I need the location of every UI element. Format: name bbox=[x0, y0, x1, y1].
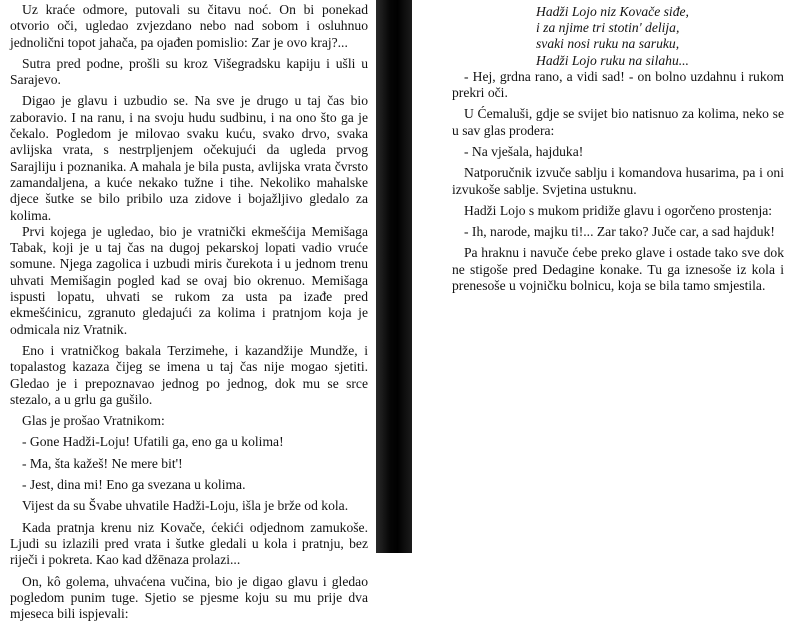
paragraph: Pa hraknu i navuče ćebe preko glave i ostade tako sve dok ne stigoše pred Dedagine konake. Tu ga iznesoše iz kola i prenesoše u vojničku bolnicu, koja se bila tamo smjestila. bbox=[452, 245, 784, 294]
dialogue-line: - Jest, dina mi! Eno ga svezana u kolima. bbox=[10, 477, 368, 493]
paragraph: Sutra pred podne, prošli su kroz Višegradsku kapiju i ušli u Sarajevo. bbox=[10, 56, 368, 89]
dialogue-line: - Na vješala, hajduka! bbox=[452, 144, 784, 160]
book-gutter bbox=[376, 0, 412, 553]
verse-line: i za njime tri stotin' delija, bbox=[536, 20, 784, 36]
left-page bbox=[0, 0, 376, 553]
verse-line: svaki nosi ruku na saruku, bbox=[536, 36, 784, 52]
paragraph: Prvi kojega je ugledao, bio je vratnički ekmešćija Memišaga Tabak, koji je u taj čas na dugoj pekarskoj lopati vadio vruće somune. Njega zagolica i uzbudi miris čurekota i u jednom trenu uhvati Memišagin pogled kad se ovaj bio okrenuo. Memišaga ispusti lopatu, uhvati se rukom za usta pa izađe pred ekmešćinicu, zgranuto gledajući za kolima i pratnjom koja je odmicala niz Vratnik. bbox=[10, 224, 368, 338]
dialogue-line: - Ma, šta kažeš! Ne mere bit'! bbox=[10, 456, 368, 472]
paragraph: - Hej, grdna rano, a vidi sad! - on bolno uzdahnu i rukom prekri oči. bbox=[452, 69, 784, 102]
right-page bbox=[412, 0, 792, 553]
dialogue-line: - Ih, narode, majku ti!... Zar tako? Juče car, a sad hajduk! bbox=[452, 224, 784, 240]
paragraph: Digao je glavu i uzbudio se. Na sve je drugo u taj čas bio zaboravio. I na ranu, i na svoju hudu sudbinu, i na ono što ga je čekalo. Pogledom je milovao svaku kuću, svako drvo, svaka avlijska vrata, s nestrpljenjem očekujući da ugleda prvog Sarajliju i poznanika. A mahala je bila pusta, avlijska vrata čvrsto zamandaljena, a kuće nekako tužne i tihe. Nekoliko mahalske djece šutke se bilo pribilo uza zidove i bojažljivo gledalo za kolima. bbox=[10, 93, 368, 223]
verse-line: Hadži Lojo ruku na silahu... bbox=[536, 53, 784, 69]
paragraph: Uz kraće odmore, putovali su čitavu noć. On bi ponekad otvorio oči, ugledao zvjezdano nebo nad sobom i osluhnuo jednolični topot jahača, pa ojađen pomislio: Zar je ovo kraj?... bbox=[10, 2, 368, 51]
paragraph: Natporučnik izvuče sablju i komandova husarima, pa i oni izvukoše sablje. Svjetina ustuknu. bbox=[452, 165, 784, 198]
dialogue-line: - Gone Hadži-Loju! Ufatili ga, eno ga u kolima! bbox=[10, 434, 368, 450]
poem-verse bbox=[536, 4, 784, 69]
paragraph: Eno i vratničkog bakala Terzimehe, i kazandžije Mundže, i topalastog kazaza čijeg se imena u taj čas nije mogao sjetiti. Gledao je i prepoznavao jednog po jednog, dok mu se srce stezalo, a u grlu ga gušilo. bbox=[10, 343, 368, 408]
paragraph: On, kô golema, uhvaćena vučina, bio je digao glavu i gledao pogledom punim tuge. Sjetio se pjesme koju su mu prije dva mjeseca bili ispjevali: bbox=[10, 574, 368, 622]
paragraph: Glas je prošao Vratnikom: bbox=[10, 413, 368, 429]
paragraph: Kada pratnja krenu niz Kovače, ćekići odjednom zamukoše. Ljudi su izlazili pred vrata i šutke gledali u kola i pratnju, bez riječi i pokreta. Kao kad džēnaza prolazi... bbox=[10, 520, 368, 569]
paragraph: Vijest da su Švabe uhvatile Hadži-Loju, išla je brže od kola. bbox=[10, 498, 368, 514]
paragraph: U Ćemaluši, gdje se svijet bio natisnuo za kolima, neko se u sav glas prodera: bbox=[452, 106, 784, 139]
paragraph: Hadži Lojo s mukom pridiže glavu i ogorčeno prostenja: bbox=[452, 203, 784, 219]
verse-line: Hadži Lojo niz Kovače siđe, bbox=[536, 4, 784, 20]
